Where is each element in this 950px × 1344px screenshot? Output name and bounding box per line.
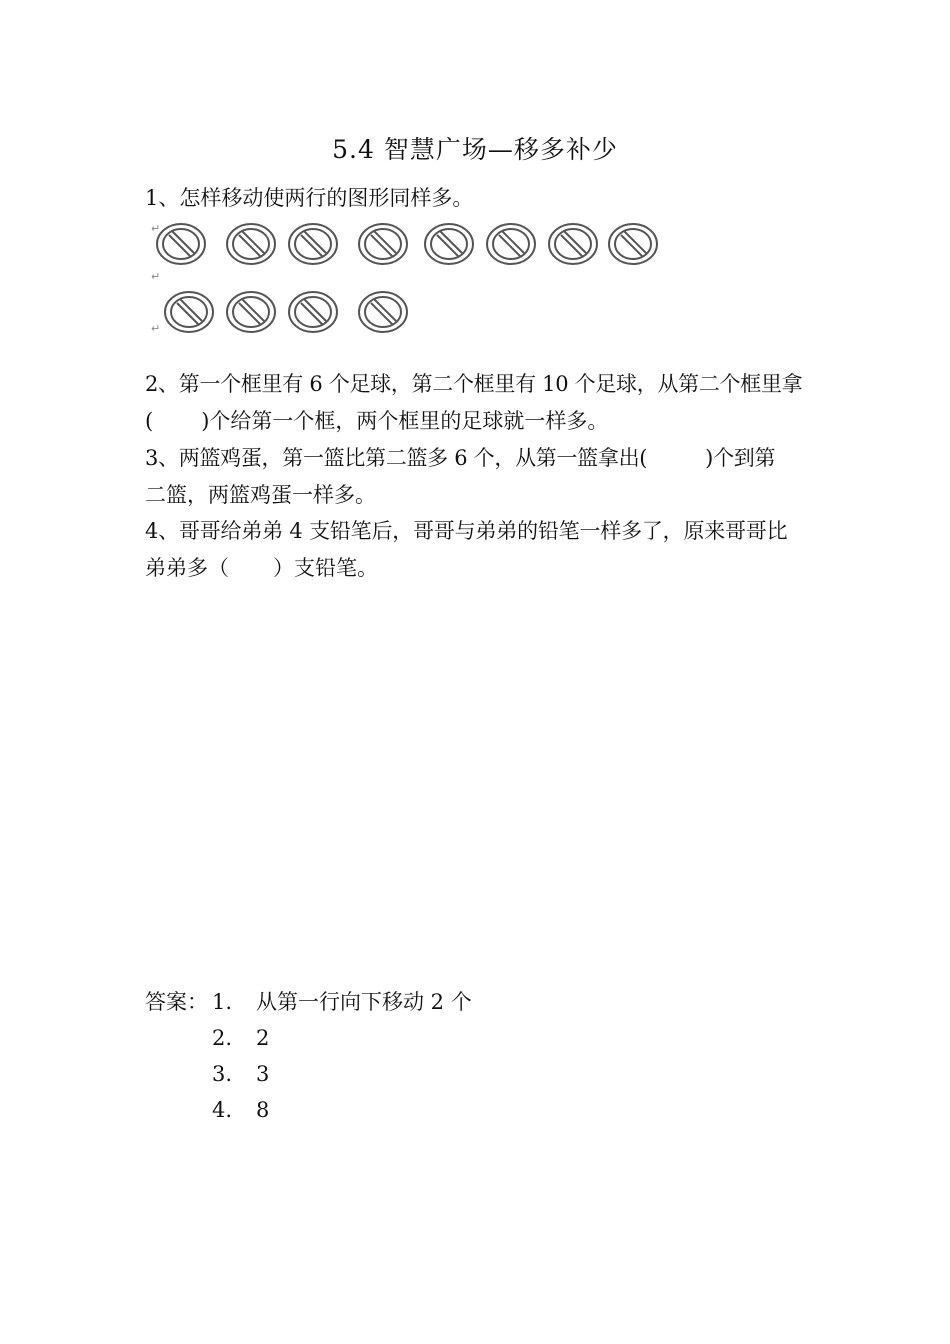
question-4-text-b: ）支铅笔。 <box>273 556 378 580</box>
symbol-row-1 <box>155 222 715 270</box>
symbol-row-2 <box>155 290 715 338</box>
prohibition-sign-icon <box>485 222 537 266</box>
answer-2-text: 2 <box>256 1026 270 1050</box>
prohibition-sign-icon <box>225 222 277 266</box>
question-3-text-b: )个到第 <box>705 446 776 470</box>
question-2-line-2 <box>145 406 815 436</box>
question-2-text: )个给第一个框，两个框里的足球就一样多。 <box>201 409 609 433</box>
paren-open: ( <box>145 409 154 433</box>
page-title: 5.4 智慧广场—移多补少 <box>332 135 618 164</box>
answer-1-num: 1. <box>212 990 233 1014</box>
answer-3-text: 3 <box>256 1062 270 1086</box>
prohibition-sign-icon <box>607 222 659 266</box>
question-3-line-1 <box>145 443 815 473</box>
paragraph-mark-icon: ↵ <box>151 222 161 235</box>
prohibition-sign-icon <box>287 222 339 266</box>
prohibition-sign-icon <box>357 222 409 266</box>
prohibition-sign-icon <box>155 222 207 266</box>
prohibition-sign-icon <box>163 290 215 334</box>
answer-3-num: 3. <box>212 1062 233 1086</box>
question-2-line-1: 2、第一个框里有 6 个足球，第二个框里有 10 个足球，从第二个框里拿 <box>145 372 803 396</box>
paragraph-mark-icon: ↵ <box>151 270 161 283</box>
prohibition-sign-icon <box>423 222 475 266</box>
answer-2-num: 2. <box>212 1026 233 1050</box>
answer-4-num: 4. <box>212 1098 233 1122</box>
question-4-text-a: 弟弟多（ <box>145 556 229 580</box>
prohibition-sign-icon <box>357 290 409 334</box>
answers-label: 答案： <box>145 990 208 1014</box>
answer-4-text: 8 <box>256 1098 270 1122</box>
prohibition-sign-icon <box>225 290 277 334</box>
answer-1-text: 从第一行向下移动 2 个 <box>256 990 472 1014</box>
question-3-line-2: 二篮，两篮鸡蛋一样多。 <box>145 483 376 507</box>
prohibition-sign-icon <box>547 222 599 266</box>
question-3-text-a: 3、两篮鸡蛋，第一篮比第二篮多 6 个，从第一篮拿出( <box>145 446 648 470</box>
question-1: 1、怎样移动使两行的图形同样多。 <box>145 186 474 210</box>
question-4-line-2 <box>145 553 815 583</box>
prohibition-sign-icon <box>287 290 339 334</box>
paragraph-mark-icon: ↵ <box>151 322 161 335</box>
question-4-line-1: 4、哥哥给弟弟 4 支铅笔后，哥哥与弟弟的铅笔一样多了，原来哥哥比 <box>145 519 788 543</box>
